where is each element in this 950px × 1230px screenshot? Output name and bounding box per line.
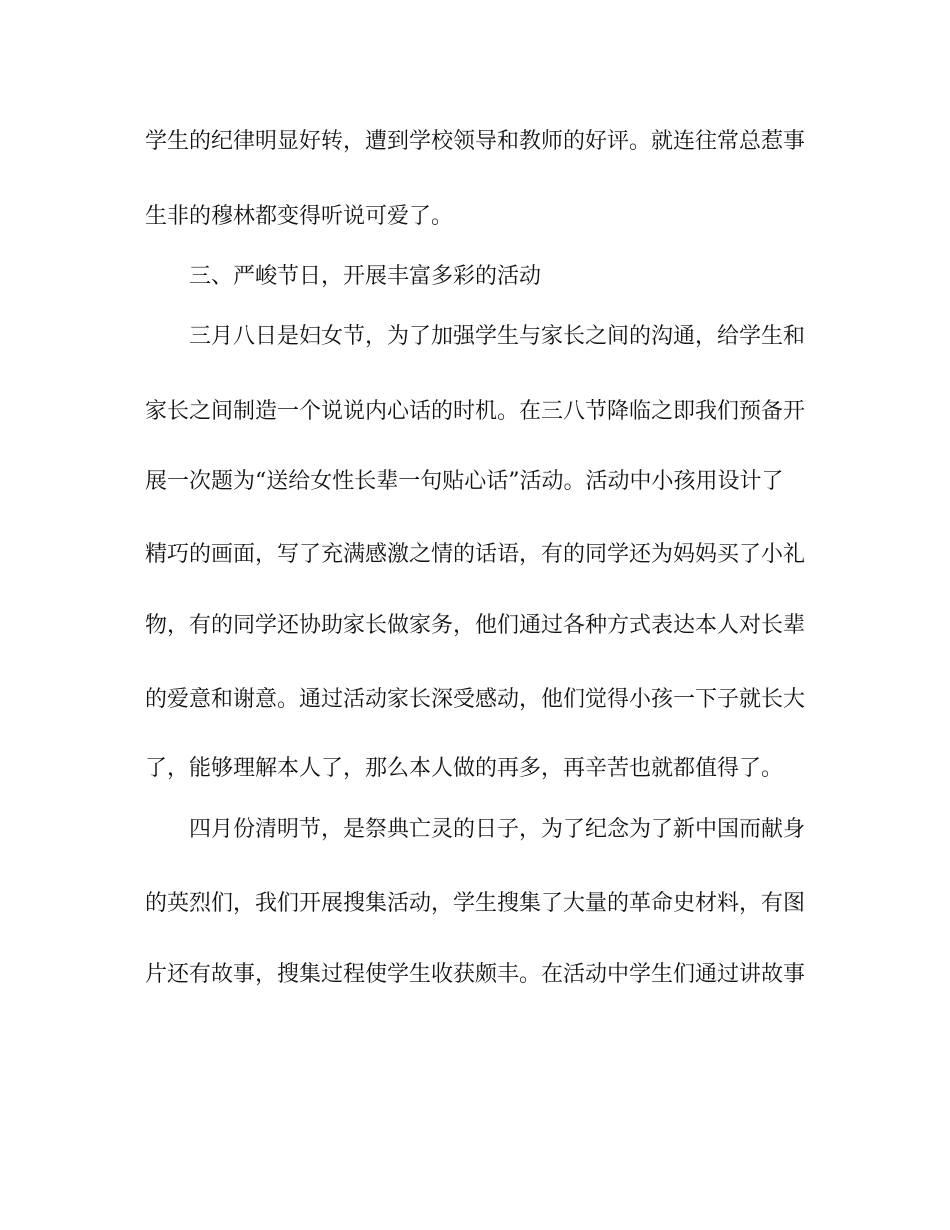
paragraph-line: 家长之间制造一个说说内心话的时机。在三八节降临之即我们预备开	[145, 399, 805, 424]
paragraph-line: 片还有故事，搜集过程使学生收获颇丰。在活动中学生们通过讲故事	[145, 962, 805, 987]
paragraph-line: 生非的穆林都变得听说可爱了。	[145, 204, 454, 229]
section-heading: 三、严峻节日，开展丰富多彩的活动	[189, 264, 542, 289]
paragraph-line: 物，有的同学还协助家长做家务，他们通过各种方式表达本人对长辈	[145, 613, 805, 638]
paragraph-line: 的爱意和谢意。通过活动家长深受感动，他们觉得小孩一下子就长大	[145, 687, 805, 712]
paragraph-line: 学生的纪律明显好转，遭到学校领导和教师的好评。就连往常总惹事	[145, 129, 805, 154]
paragraph-line: 三月八日是妇女节，为了加强学生与家长之间的沟通，给学生和	[189, 324, 805, 349]
paragraph-line: 精巧的画面，写了充满感激之情的话语，有的同学还为妈妈买了小礼	[145, 542, 805, 567]
paragraph-line: 了，能够理解本人了，那么本人做的再多，再辛苦也就都值得了。	[145, 756, 784, 781]
paragraph-line: 四月份清明节，是祭典亡灵的日子，为了纪念为了新中国而献身	[189, 817, 805, 842]
paragraph-line: 展一次题为“送给女性长辈一句贴心话”活动。活动中小孩用设计了	[145, 469, 784, 494]
paragraph-line: 的英烈们，我们开展搜集活动，学生搜集了大量的革命史材料，有图	[145, 891, 805, 916]
